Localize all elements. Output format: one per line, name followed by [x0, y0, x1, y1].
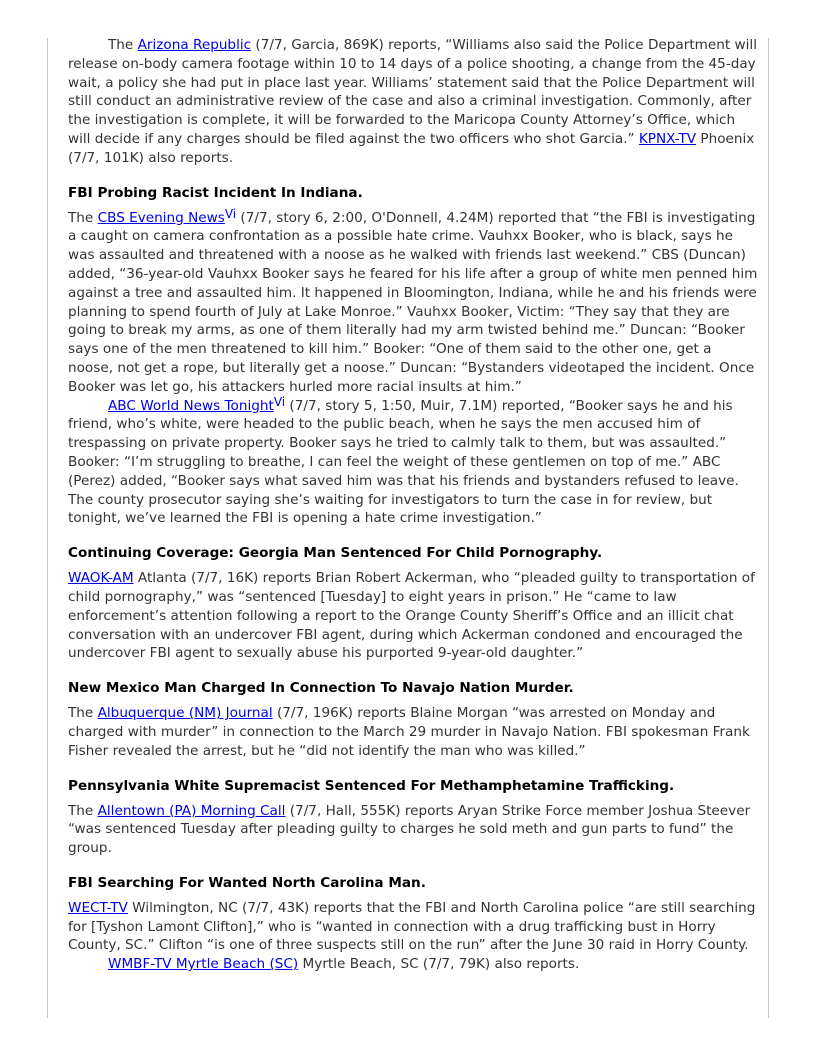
- paragraph-text: Myrtle Beach, SC (7/7, 79K) also reports.: [298, 956, 580, 973]
- story-wmbf-paragraph: [68, 955, 758, 974]
- paragraph-text: (7/7, Garcia, 869K) reports, “Williams also said the Police Department will release on-body camera footage within 10 to 14 days of a police shooting, a change from the 45-day wait, a policy she had put in place last year. Williams’ statement said that the Police Department will still conduct an administrative review of the case and also a criminal investigation. Commonly, after the investigation is complete, it will be forwarded to the Maricopa County Attorney’s Office, which will decide if any charges should be filed against the two officers who shot Garcia.”: [68, 37, 757, 147]
- video-indicator-link[interactable]: Vi: [224, 206, 237, 221]
- story-arizona-paragraph: [68, 36, 758, 168]
- paragraph-text: Wilmington, NC (7/7, 43K) reports that the FBI and North Carolina police “are still searching for [Tyshon Lamont Clifton],” who is “wanted in connection with a drug trafficking bust in Horry County, SC.” Clifton “is one of three suspects still on the run” after the June 30 raid in Horry County.: [68, 899, 756, 954]
- paragraph-lead: The: [68, 802, 98, 819]
- abc-world-news-link[interactable]: ABC World News Tonight: [108, 397, 274, 414]
- story-albuquerque-paragraph: [68, 704, 758, 760]
- headline-fbi-racist-incident: FBI Probing Racist Incident In Indiana.: [68, 184, 363, 201]
- paragraph-text: (7/7, Hall, 555K) reports Aryan Strike Force member Joshua Steever “was sentenced Tuesday after pleading guilty to charges he sold meth and gun parts to fund” the group.: [68, 802, 751, 857]
- headline-navajo-nation-murder: New Mexico Man Charged In Connection To Navajo Nation Murder.: [68, 680, 574, 697]
- wect-tv-link[interactable]: WECT-TV: [68, 899, 128, 916]
- allentown-morning-call-link[interactable]: Allentown (PA) Morning Call: [97, 802, 286, 819]
- story-cbs-paragraph: [68, 206, 758, 397]
- story-waok-paragraph: [68, 569, 758, 663]
- paragraph-lead: The: [68, 209, 98, 226]
- story-wect-paragraph: [68, 899, 758, 955]
- left-margin-rule: [47, 38, 48, 1018]
- paragraph-text: Phoenix (7/7, 101K) also reports.: [68, 130, 755, 166]
- video-indicator-link[interactable]: Vi: [273, 394, 286, 409]
- news-column: [68, 36, 758, 974]
- paragraph-text: (7/7, 196K) reports Blaine Morgan “was arrested on Monday and charged with murder” in connection to the March 29 murder in Navajo Nation. FBI spokesman Frank Fisher revealed the arrest, but he “did not identify the man who was killed.”: [68, 705, 750, 759]
- paragraph-text: (7/7, story 5, 1:50, Muir, 7.1M) reported, “Booker says he and his friend, who’s white, were headed to the public beach, when he says the men accused him of trespassing on private property. Booker says he tried to calmly talk to them, but was assaulted.” Booker: “I’m struggling to breathe, I can feel the weight of these gentlemen on top of me.” ABC (Perez) added, “Booker says what saved him was that his friends and bystanders refused to leave. The county prosecutor saying she’s waiting for investigators to turn the case in for review, but tonight, we’ve learned the FBI is opening a hate crime investigation.”: [68, 397, 739, 527]
- paragraph-lead: The: [108, 37, 138, 53]
- headline-georgia-man-sentenced: Continuing Coverage: Georgia Man Sentenced For Child Pornography.: [68, 545, 603, 562]
- story-allentown-paragraph: [68, 802, 758, 858]
- paragraph-text: Atlanta (7/7, 16K) reports Brian Robert Ackerman, who “pleaded guilty to transportation of child pornography,” was “sentenced [Tuesday] to eight years in prison.” He “came to law enforcement’s attention following a report to the Orange County Sheriff’s Office and an illicit chat conversation with an undercover FBI agent, during which Ackerman condoned and encouraged the undercover FBI agent to sexually abuse his purported 9-year-old daughter.”: [68, 570, 755, 662]
- waok-am-link[interactable]: WAOK-AM: [68, 570, 134, 587]
- arizona-republic-link[interactable]: Arizona Republic: [137, 37, 252, 53]
- headline-north-carolina-man: FBI Searching For Wanted North Carolina Man.: [68, 874, 426, 891]
- kpnx-tv-link[interactable]: KPNX-TV: [638, 130, 697, 147]
- right-margin-rule: [768, 38, 769, 1018]
- wmbf-tv-link[interactable]: WMBF-TV Myrtle Beach (SC): [108, 956, 299, 973]
- story-abc-paragraph: [68, 394, 758, 529]
- headline-pennsylvania-supremacist: Pennsylvania White Supremacist Sentenced For Methamphetamine Trafficking.: [68, 777, 675, 794]
- albuquerque-journal-link[interactable]: Albuquerque (NM) Journal: [97, 705, 273, 722]
- paragraph-lead: The: [68, 705, 98, 722]
- paragraph-text: (7/7, story 6, 2:00, O'Donnell, 4.24M) reported that “the FBI is investigating a caught on camera confrontation as a possible hate crime. Vauhxx Booker, who is black, says he was assaulted and threatened with a noose as he walked with friends last weekend.” CBS (Duncan) added, “36-year-old Vauhxx Booker says he feared for his life after a group of white men penned him against a tree and assaulted him. It happened in Bloomington, Indiana, while he and his friends were planning to spend fourth of July at Lake Monroe.” Vauhxx Booker, Victim: “They say that they are going to break my arms, as one of them literally had my arm twisted behind me.” Duncan: “Booker says one of the men threatened to kill him.” Booker: “One of them said to the other one, get a noose, not get a rope, but literally get a noose.” Duncan: “Bystanders videotaped the incident. Once Booker was let go, his attackers hurled more racial insults at him.”: [68, 209, 758, 395]
- cbs-evening-news-link[interactable]: CBS Evening News: [97, 209, 225, 226]
